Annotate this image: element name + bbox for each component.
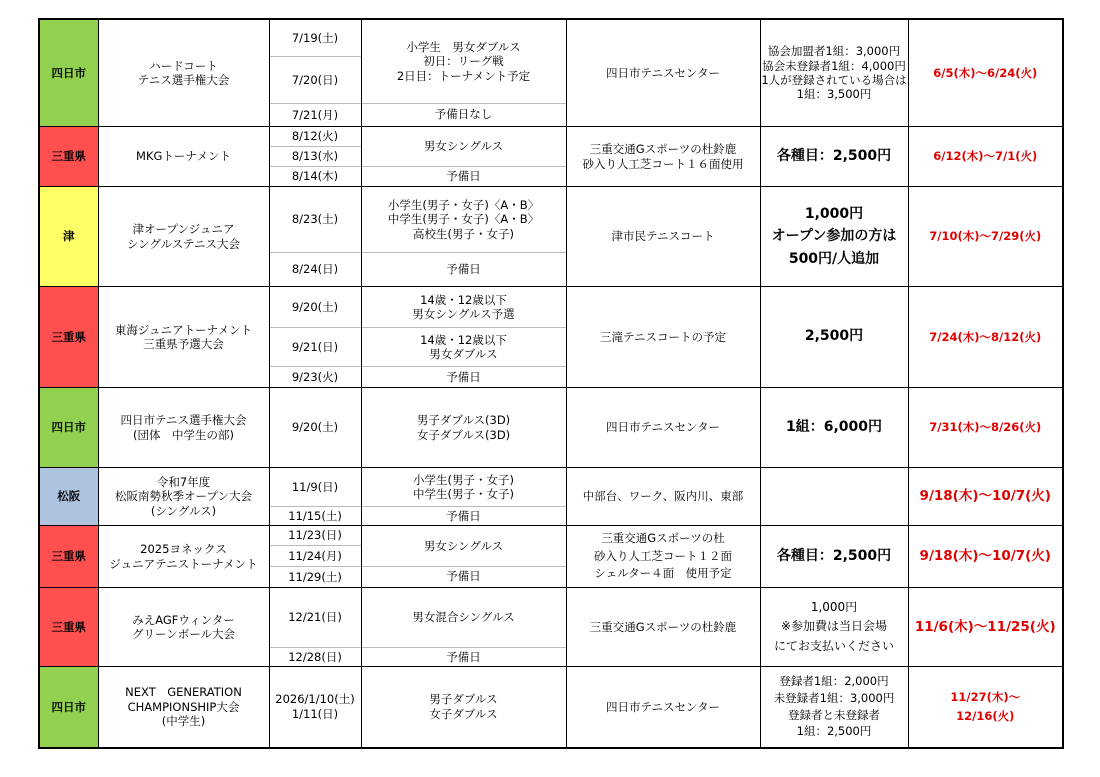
fee-cell: 各種目：2,500円 [760,526,908,588]
application-period: 9/18(木)～10/7(火) [908,526,1063,588]
date-item: 7/20(日) [270,56,361,103]
class-item: 14歳・12歳以下 男女シングルス予選 [412,292,515,321]
tournament-name: 東海ジュニアトーナメント 三重県予選大会 [98,287,269,388]
class-cell [361,287,566,388]
date-item: 12/21(日) [288,610,342,625]
class-item: 予備日 [362,647,566,666]
dates-cell [269,127,361,187]
class-item: 予備日 [362,566,566,587]
area-cell: 三重県 [39,287,98,388]
area-cell: 松阪 [39,468,98,526]
class-cell [361,526,566,588]
tournament-name: MKGトーナメント [98,127,269,187]
date-item: 8/14(木) [270,166,361,186]
area-cell: 三重県 [39,127,98,187]
class-item: 男女混合シングルス [412,610,515,625]
tournament-name: 四日市テニス選手権大会 (団体 中学生の部) [98,388,269,468]
dates-cell [269,187,361,287]
date-item: 9/20(土) [291,299,339,314]
class-item: 14歳・12歳以下 男女ダブルス [362,327,566,366]
fee-cell: 1,000円 オープン参加の方は 500円/人追加 [760,187,908,287]
date-item: 8/13(水) [270,146,361,166]
area-cell: 三重県 [39,526,98,588]
application-period: 9/18(木)～10/7(火) [908,468,1063,526]
area-cell: 津 [39,187,98,287]
tournament-name: 津オープンジュニア シングルステニス大会 [98,187,269,287]
tournament-name: NEXT GENERATION CHAMPIONSHIP大会 (中学生) [98,667,269,748]
date-item: 11/23(日) [288,528,342,543]
class-item: 男子ダブルス 女子ダブルス [361,667,566,748]
venue-cell: 三重交通Gスポーツの杜鈴鹿 砂入り人工芝コート１６面使用 [566,127,760,187]
date-item: 7/19(土) [291,30,339,45]
application-period: 11/27(木)～ 12/16(火) [908,667,1063,748]
class-item: 予備日 [362,366,566,387]
table-row [39,388,1063,468]
date-item: 2026/1/10(土) 1/11(日) [269,667,361,748]
class-cell [361,187,566,287]
fee-cell [760,468,908,526]
application-period: 7/24(木)～8/12(火) [908,287,1063,388]
fee-cell: 2,500円 [760,287,908,388]
date-item: 9/21(日) [270,327,361,366]
application-period: 11/6(木)～11/25(火) [908,588,1063,667]
table-row [39,19,1063,127]
area-cell: 四日市 [39,19,98,127]
table-row [39,127,1063,187]
table-row [39,588,1063,667]
date-item: 7/21(月) [270,103,361,126]
date-item: 8/23(土) [291,212,339,227]
application-period: 6/12(木)～7/1(火) [908,127,1063,187]
tournament-name: 令和7年度 松阪南勢秋季オープン大会 (シングルス) [98,468,269,526]
table-row [39,526,1063,588]
venue-cell: 中部台、ワーク、阪内川、東部 [566,468,760,526]
date-item: 11/29(土) [270,566,361,587]
dates-cell [269,588,361,667]
venue-cell: 四日市テニスセンター [566,19,760,127]
class-cell [361,19,566,127]
class-cell [361,127,566,187]
application-period: 7/10(木)～7/29(火) [908,187,1063,287]
area-cell: 四日市 [39,388,98,468]
table-row [39,287,1063,388]
date-item: 9/23(火) [270,366,361,387]
area-cell: 四日市 [39,667,98,748]
class-item: 予備日 [362,506,566,525]
class-item: 男子ダブルス(3D) 女子ダブルス(3D) [361,388,566,468]
class-item: 小学生 男女ダブルス 初日：リーグ戦 2日目：トーナメント予定 [396,39,531,83]
fee-cell: 各種目：2,500円 [760,127,908,187]
dates-cell [269,468,361,526]
date-item: 12/28(日) [270,647,361,666]
fee-cell: 登録者1組：2,000円 未登録者1組：3,000円 登録者と未登録者 1組：2,500円 [760,667,908,748]
dates-cell [269,526,361,588]
class-item: 予備日 [362,252,566,286]
date-item: 8/24(日) [270,252,361,286]
class-item: 男女シングルス [423,139,504,154]
dates-cell [269,287,361,388]
venue-cell: 四日市テニスセンター [566,388,760,468]
class-item: 男女シングルス [423,538,504,553]
fee-cell: 1組：6,000円 [760,388,908,468]
class-item: 予備日 [362,166,566,186]
venue-cell: 三滝テニスコートの予定 [566,287,760,388]
area-cell: 三重県 [39,588,98,667]
tournament-name: みえAGFウィンター グリーンボール大会 [98,588,269,667]
fee-cell: 協会加盟者1組：3,000円 協会未登録者1組：4,000円 1人が登録されている場合は 1組：3,500円 [760,19,908,127]
class-item: 小学生(男子・女子)〈A・B〉 中学生(男子・女子)〈A・B〉 高校生(男子・女子) [387,197,540,241]
venue-cell: 三重交通Gスポーツの杜鈴鹿 [566,588,760,667]
dates-cell [269,19,361,127]
date-item: 11/9(日) [291,479,339,494]
tournament-name: 2025ヨネックス ジュニアテニストーナメント [98,526,269,588]
date-item: 11/15(土) [270,506,361,525]
venue-cell: 津市民テニスコート [566,187,760,287]
tournament-name: ハードコート テニス選手権大会 [98,19,269,127]
table-row [39,667,1063,748]
date-item: 11/24(月) [270,545,361,566]
application-period: 7/31(木)～8/26(火) [908,388,1063,468]
date-item: 8/12(火) [291,129,339,144]
class-cell [361,468,566,526]
table-row [39,187,1063,287]
table-row [39,468,1063,526]
class-item: 予備日なし [362,103,566,126]
venue-cell: 四日市テニスセンター [566,667,760,748]
tournament-schedule-table [38,18,1064,749]
application-period: 6/5(木)～6/24(火) [908,19,1063,127]
class-cell [361,588,566,667]
date-item: 9/20(土) [269,388,361,468]
class-item: 小学生(男子・女子) 中学生(男子・女子) [413,472,514,501]
fee-cell: 1,000円 ※参加費は当日会場 にてお支払いください [760,588,908,667]
venue-cell: 三重交通Gスポーツの杜 砂入り人工芝コート１２面 シェルター４面 使用予定 [566,526,760,588]
